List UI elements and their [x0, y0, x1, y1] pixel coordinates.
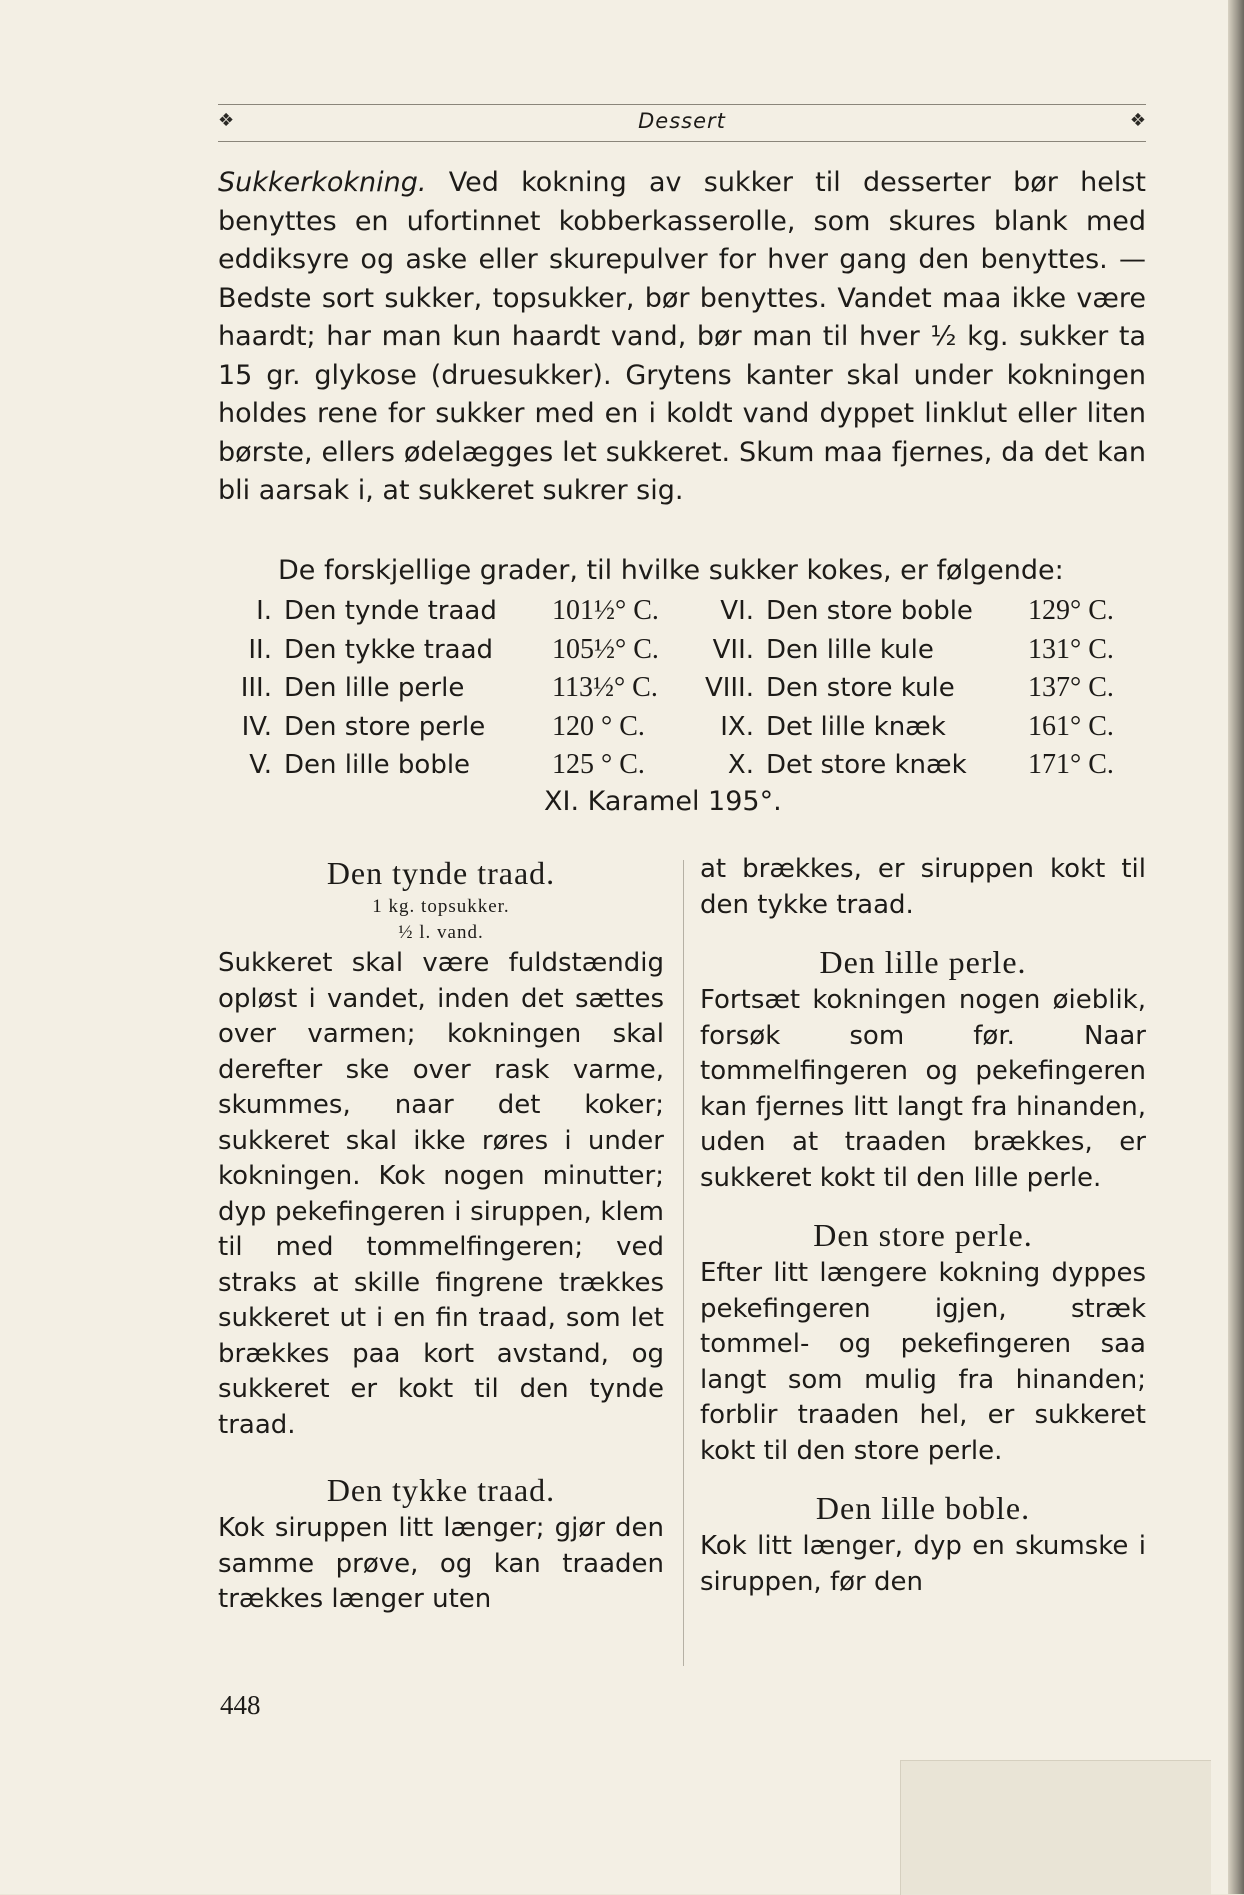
grade-final: XI. Karamel 195°.: [544, 786, 782, 817]
grade-name: Den lille perle: [284, 673, 465, 704]
section-text: Efter litt længere kokning dyppes pekefingeren igjen, stræk tommel- og pekefingeren saa langt som mulig fra hinanden; forblir traaden hel, er sukkeret kokt til den store perle.: [700, 1258, 1146, 1466]
grade-number: II.: [248, 634, 272, 665]
grade-row: [218, 708, 1158, 747]
grade-row: [218, 669, 1158, 708]
intro-fraction: ½: [930, 321, 957, 352]
page-number: 448: [220, 1690, 261, 1720]
section-text: Kok siruppen litt længer; gjør den samme prøve, og kan traaden trækkes længer uten: [218, 1513, 664, 1614]
grade-temperature: 113½° C.: [552, 672, 658, 704]
grade-temperature: 129° C.: [1028, 595, 1114, 627]
grade-name: Den store boble: [766, 596, 973, 627]
grade-number: X.: [727, 750, 754, 781]
grade-row: [218, 631, 1158, 670]
section-text: at brækkes, er siruppen kokt til den tykke traad.: [700, 854, 1146, 920]
grade-name: Den lille boble: [284, 750, 471, 781]
grade-temperature: 161° C.: [1028, 710, 1114, 742]
section-text: Sukkeret skal være fuldstændig opløst i vandet, inden det sættes over varmen; kokningen skal derefter ske over rask varme, skummes, naar det koker; sukkeret skal ikke røres i under kokningen. Kok nogen minutter; dyp pekefingeren i siruppen, klem til med tommelfingeren; ved straks at skille fingrene trækkes sukkeret ut i en fin traad, som let brækkes paa kort avstand, og sukkeret er kokt til den tynde traad.: [218, 948, 664, 1440]
grade-number: VII.: [712, 634, 754, 665]
section-text: Fortsæt kokningen nogen øieblik, forsøk som før. Naar tommelfingeren og pekefingeren kan fjernes litt langt fra hinanden, uden at traaden brækkes, er sukkeret kokt til den lille perle.: [700, 985, 1146, 1193]
grade-temperature: 105½° C.: [552, 633, 659, 665]
page-shadow: [900, 1760, 1211, 1895]
book-edge: [1228, 0, 1244, 1894]
grade-name: Den tykke traad: [284, 634, 494, 665]
right-column: [700, 852, 1146, 1600]
grade-temperature: 101½° C.: [552, 595, 659, 627]
intro-text: kg. sukker ta 15 gr. glykose (druesukker). Grytens kanter skal under kokningen holdes rene for sukker med en i koldt vand dyppet linklut eller liten børste, ellers ødelægges let sukkeret. Skum maa fjernes, da det kan bli aarsak i, at sukkeret sukrer sig.: [218, 321, 1147, 506]
left-column: [218, 852, 664, 1618]
intro-paragraph: [218, 164, 1146, 511]
column-divider: [683, 860, 684, 1666]
grade-temperature: 131° C.: [1028, 633, 1114, 665]
grade-number: III.: [240, 673, 272, 704]
intro-text: Ved kokning av sukker til desserter bør helst benyttes en ufortinnet kobberkasserolle, som skures blank med eddiksyre og aske eller skurepulver for hver gang den benyttes. — Bedste sort sukker, topsukker, bør benyttes. Vandet maa ikke være haardt; har man kun haardt vand, bør man til hver: [218, 167, 1146, 352]
grades-intro: De forskjellige grader, til hvilke sukker kokes, er følgende:: [278, 555, 1064, 586]
grade-number: IV.: [241, 711, 272, 742]
grade-number: VIII.: [704, 673, 754, 704]
ingredient: ½ l. vand.: [398, 922, 484, 943]
grade-name: Den tynde traad: [284, 596, 497, 627]
section-title: Den tykke traad.: [326, 1472, 556, 1508]
intro-lead: Sukkerkokning.: [218, 167, 427, 198]
grade-name: Den store kule: [766, 673, 955, 704]
grade-name: Det lille knæk: [766, 711, 946, 742]
grade-temperature: 171° C.: [1028, 749, 1114, 781]
section-title: Den tynde traad.: [326, 855, 556, 891]
ingredient: 1 kg. topsukker.: [372, 896, 510, 917]
grade-temperature: 137° C.: [1028, 672, 1114, 704]
section-text: Kok litt længer, dyp en skumske i siruppen, før den: [700, 1531, 1146, 1597]
running-header: [218, 104, 1146, 142]
section-title: Den store perle.: [813, 1217, 1033, 1253]
grade-number: IX.: [720, 711, 754, 742]
section-title: Den lille perle.: [819, 944, 1027, 980]
grade-row: [218, 592, 1158, 631]
grade-number: VI.: [720, 596, 754, 627]
grade-name: Den lille kule: [766, 634, 934, 665]
grades-table: [218, 592, 1158, 785]
grade-name: Det store knæk: [766, 750, 967, 781]
ornament-icon: ❖: [218, 110, 235, 131]
grade-name: Den store perle: [284, 711, 486, 742]
ornament-icon: ❖: [1129, 110, 1146, 131]
grade-temperature: 125 ° C.: [552, 749, 645, 781]
header-title: Dessert: [638, 109, 726, 133]
grade-row: [218, 746, 1158, 785]
grade-number: I.: [256, 596, 272, 627]
grade-number: V.: [249, 750, 272, 781]
grade-temperature: 120 ° C.: [552, 710, 645, 742]
section-title: Den lille boble.: [815, 1490, 1031, 1526]
